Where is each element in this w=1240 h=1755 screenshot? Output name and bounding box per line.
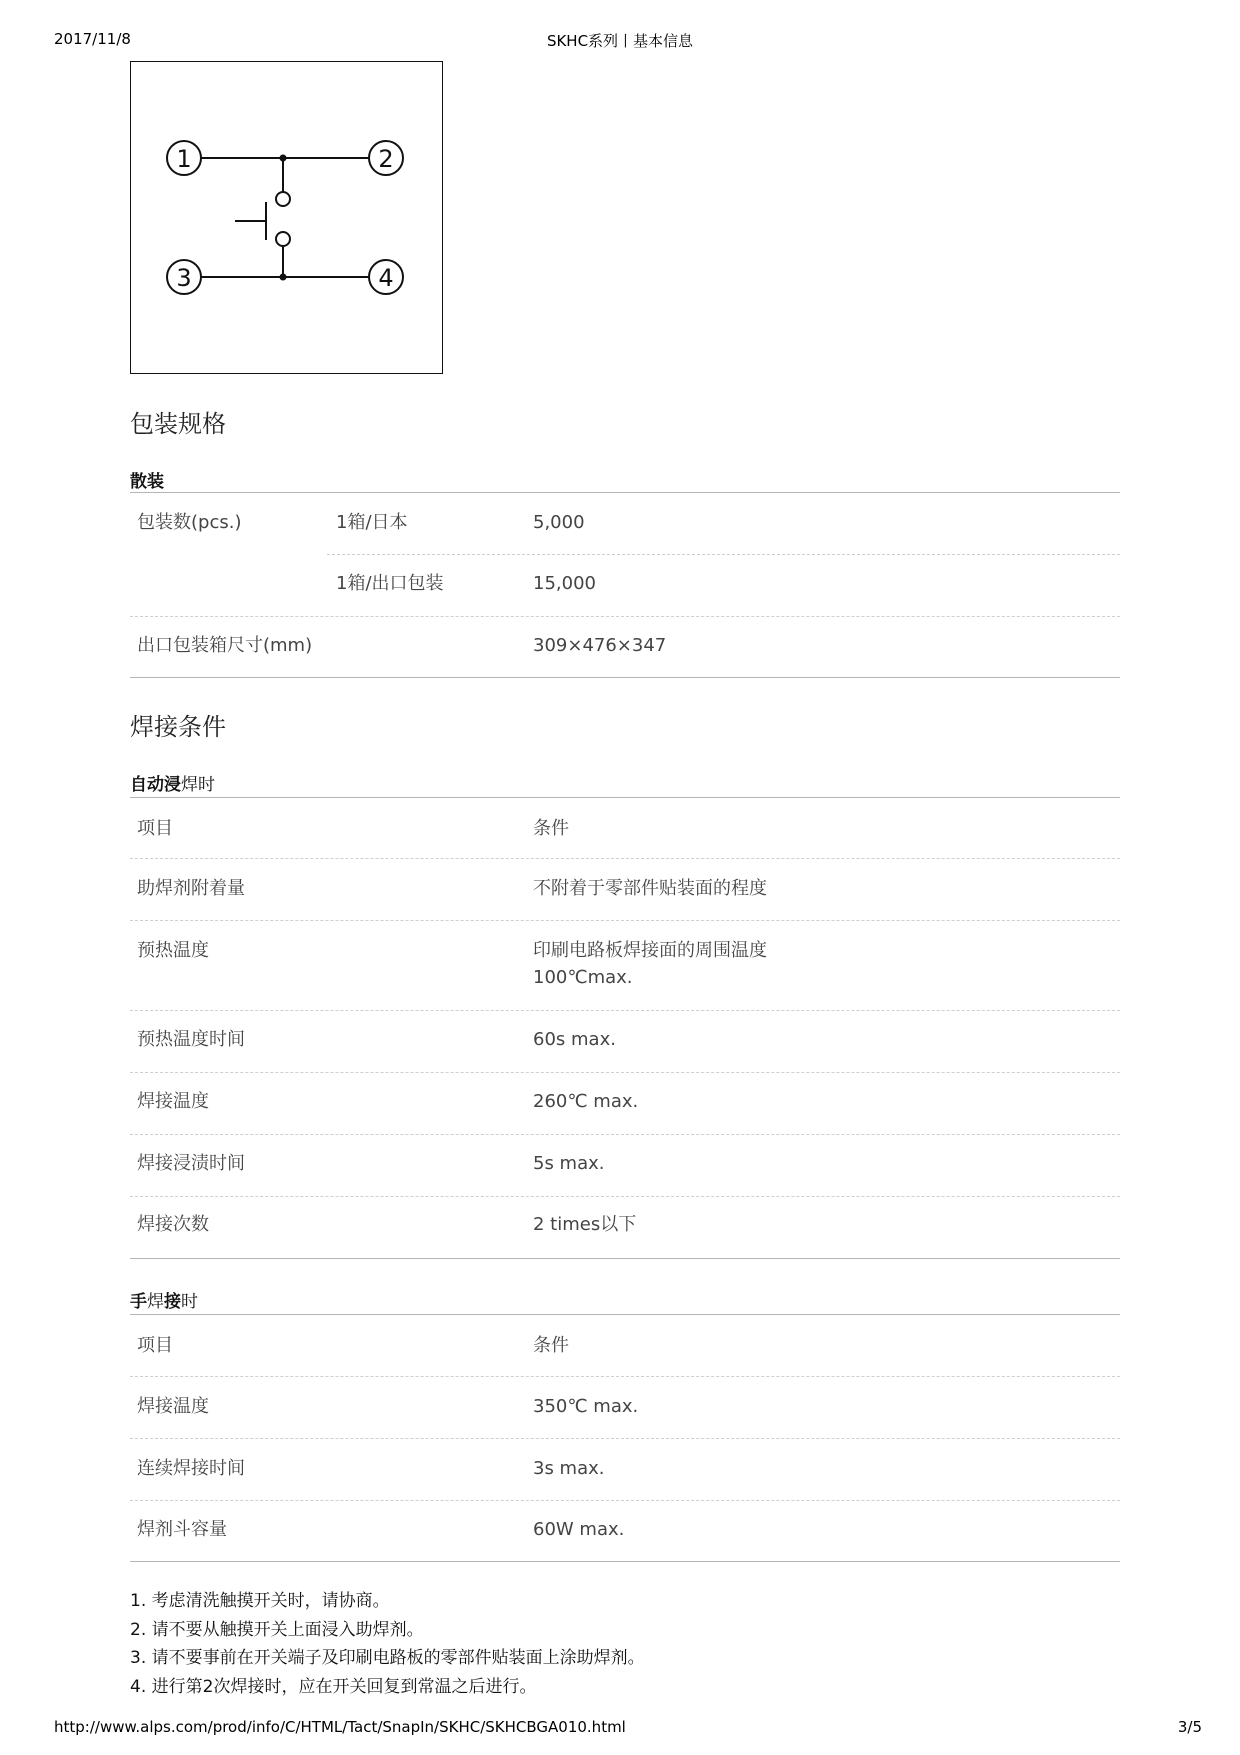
packaging-table-bottom-rule: [130, 677, 1120, 678]
packaging-table-top-rule: [130, 492, 1120, 493]
packaging-box-size: 309×476×347: [533, 635, 667, 656]
packaging-subtitle: 散装: [130, 472, 164, 492]
auto-count-cond: 2 times以下: [533, 1214, 637, 1235]
auto-table-top-rule: [130, 797, 1120, 798]
packaging-type-export: 1箱/出口包装: [336, 573, 444, 594]
auto-flux-cond: 不附着于零部件贴装面的程度: [533, 878, 767, 899]
manual-time-cond: 3s max.: [533, 1458, 605, 1479]
auto-dip-time-cond: 5s max.: [533, 1153, 605, 1174]
packaging-title: 包装规格: [130, 410, 226, 438]
packaging-type-japan: 1箱/日本: [336, 512, 408, 533]
auto-dip-time-item: 焊接浸渍时间: [137, 1153, 245, 1174]
manual-capacity-item: 焊剂斗容量: [137, 1519, 227, 1540]
auto-table-bottom-rule: [130, 1258, 1120, 1259]
note-item: 1. 考虑清洗触摸开关时，请协商。: [130, 1591, 390, 1611]
row-divider: [130, 1134, 1120, 1135]
terminal-3-label: 3: [176, 264, 192, 292]
manual-header-cond: 条件: [533, 1335, 569, 1356]
terminal-1-label: 1: [176, 145, 192, 173]
manual-capacity-cond: 60W max.: [533, 1519, 625, 1540]
auto-preheat-time-cond: 60s max.: [533, 1029, 616, 1050]
row-divider: [130, 1376, 1120, 1377]
manual-table-bottom-rule: [130, 1561, 1120, 1562]
packaging-box-label: 出口包装箱尺寸(mm): [137, 635, 313, 656]
row-divider: [130, 616, 1120, 617]
auto-header-item: 项目: [137, 818, 173, 839]
note-item: 2. 请不要从触摸开关上面浸入助焊剂。: [130, 1619, 424, 1640]
row-divider: [130, 1500, 1120, 1501]
auto-count-item: 焊接次数: [137, 1214, 209, 1235]
row-divider: [130, 1010, 1120, 1011]
row-divider: [130, 1072, 1120, 1073]
row-divider: [130, 858, 1120, 859]
packaging-qty-export: 15,000: [533, 573, 596, 594]
manual-soldering-subtitle: 手焊接时: [130, 1292, 198, 1312]
packaging-qty-japan: 5,000: [533, 512, 585, 533]
packaging-qty-label: 包装数(pcs.): [137, 512, 242, 533]
note-item: 3. 请不要事前在开关端子及印刷电路板的零部件贴装面上涂助焊剂。: [130, 1648, 645, 1668]
switch-schematic: [131, 62, 444, 375]
auto-preheat-cond-line2: 100℃max.: [533, 967, 633, 988]
row-divider: [327, 554, 1120, 555]
page-number: 3/5: [1177, 1718, 1202, 1736]
manual-time-item: 连续焊接时间: [137, 1458, 245, 1479]
manual-temp-item: 焊接温度: [137, 1396, 209, 1417]
terminal-2-label: 2: [378, 145, 394, 173]
note-item: 4. 进行第2次焊接时，应在开关回复到常温之后进行。: [130, 1676, 537, 1697]
page-url: http://www.alps.com/prod/info/C/HTML/Tact/SnapIn/SKHC/SKHCBGA010.html: [54, 1718, 626, 1736]
print-date: 2017/11/8: [54, 30, 131, 48]
manual-header-item: 项目: [137, 1335, 173, 1356]
auto-preheat-time-item: 预热温度时间: [137, 1029, 245, 1050]
manual-temp-cond: 350℃ max.: [533, 1396, 639, 1417]
row-divider: [130, 920, 1120, 921]
auto-flux-item: 助焊剂附着量: [137, 878, 245, 899]
auto-preheat-item: 预热温度: [137, 940, 209, 961]
soldering-title: 焊接条件: [130, 713, 226, 741]
notes-list: [130, 1587, 645, 1701]
auto-header-cond: 条件: [533, 818, 569, 839]
row-divider: [130, 1438, 1120, 1439]
circuit-diagram: [130, 61, 443, 374]
auto-solder-temp-cond: 260℃ max.: [533, 1091, 639, 1112]
auto-dip-subtitle: 自动浸焊时: [130, 775, 215, 795]
terminal-4-label: 4: [378, 264, 394, 292]
row-divider: [130, 1196, 1120, 1197]
auto-preheat-cond: 印刷电路板焊接面的周围温度: [533, 940, 767, 961]
auto-solder-temp-item: 焊接温度: [137, 1091, 209, 1112]
manual-table-top-rule: [130, 1314, 1120, 1315]
page-header-title: SKHC系列丨基本信息: [546, 32, 694, 50]
